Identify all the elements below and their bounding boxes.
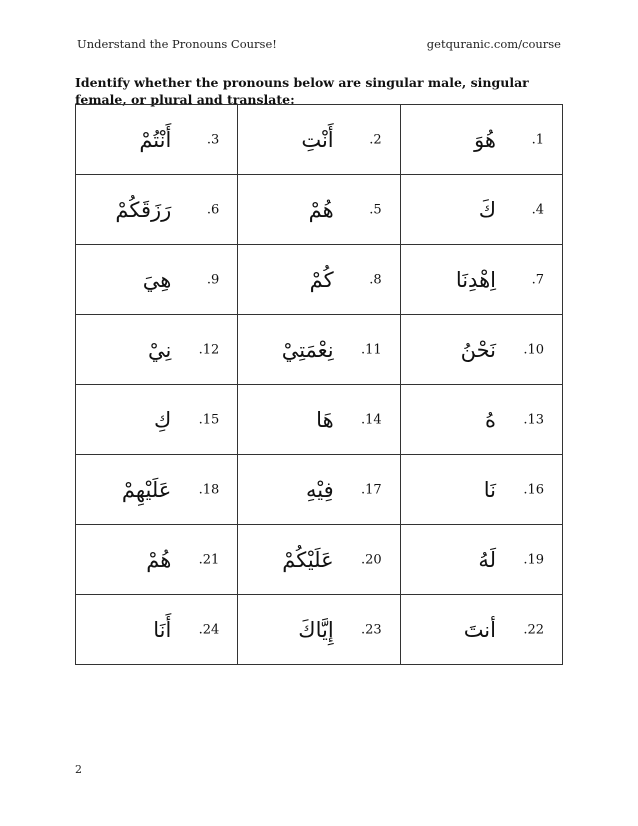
item-number: 15.: [198, 412, 220, 427]
arabic-pronoun: هُوَ: [474, 127, 496, 152]
item-number: 24.: [198, 622, 220, 637]
exercise-cell: [238, 385, 400, 455]
item-number: 4.: [531, 202, 544, 217]
table-row: [76, 245, 563, 315]
course-url: getquranic.com/course: [426, 37, 561, 51]
table-row: [76, 315, 563, 385]
exercise-cell: [238, 175, 400, 245]
exercise-cell: [238, 455, 400, 525]
arabic-pronoun: نَا: [483, 477, 496, 502]
arabic-pronoun: كَ: [478, 197, 496, 222]
item-number: 17.: [360, 482, 382, 497]
exercise-cell: [76, 105, 238, 175]
exercise-cell: [76, 245, 238, 315]
exercise-cell: [400, 105, 562, 175]
page-number: 2: [75, 763, 82, 776]
table-row: [76, 105, 563, 175]
arabic-pronoun: إِيَّاكَ: [298, 617, 334, 642]
arabic-pronoun: كُمْ: [309, 267, 334, 292]
item-number: 14.: [360, 412, 382, 427]
item-number: 21.: [198, 552, 220, 567]
item-number: 23.: [360, 622, 382, 637]
table-row: [76, 525, 563, 595]
arabic-pronoun: كِ: [154, 407, 172, 432]
exercise-cell: [400, 315, 562, 385]
table-row: [76, 175, 563, 245]
arabic-pronoun: نَحْنُ: [460, 337, 496, 362]
item-number: 6.: [206, 202, 220, 217]
exercise-cell: [400, 525, 562, 595]
item-number: 1.: [531, 132, 544, 147]
item-number: 7.: [531, 272, 544, 287]
table-row: [76, 385, 563, 455]
arabic-pronoun: أَنْتِ: [301, 127, 334, 152]
table-row: [76, 595, 563, 665]
exercise-cell: [238, 105, 400, 175]
arabic-pronoun: فِيْهِ: [306, 477, 334, 502]
exercise-cell: [400, 175, 562, 245]
arabic-pronoun: هِيَ: [142, 267, 172, 292]
arabic-pronoun: هُ: [484, 407, 496, 432]
item-number: 13.: [523, 412, 544, 427]
item-number: 2.: [369, 132, 382, 147]
arabic-pronoun: عَلَيْكُمْ: [282, 547, 334, 572]
exercise-cell: [238, 595, 400, 665]
exercise-cell: [238, 245, 400, 315]
arabic-pronoun: رَزَقَكُمْ: [115, 197, 172, 222]
arabic-pronoun: اِهْدِنَا: [455, 267, 496, 292]
page-header: [77, 37, 561, 55]
course-title: Understand the Pronouns Course!: [77, 37, 277, 51]
item-number: 18.: [198, 482, 220, 497]
table-row: [76, 455, 563, 525]
arabic-pronoun: نِعْمَتِيْ: [281, 337, 334, 362]
item-number: 9.: [206, 272, 220, 287]
arabic-pronoun: أَنْتُمْ: [139, 127, 172, 152]
item-number: 12.: [198, 342, 220, 357]
pronoun-exercise-table: [75, 104, 563, 665]
item-number: 16.: [523, 482, 544, 497]
exercise-cell: [238, 525, 400, 595]
item-number: 20.: [360, 552, 382, 567]
arabic-pronoun: لَهُ: [478, 547, 496, 572]
item-number: 10.: [523, 342, 544, 357]
arabic-pronoun: نِيْ: [147, 337, 172, 362]
item-number: 19.: [523, 552, 544, 567]
exercise-cell: [238, 315, 400, 385]
arabic-pronoun: هُمْ: [146, 547, 172, 572]
exercise-instructions: Identify whether the pronouns below are singular male, singular female, or plural and translate:: [75, 75, 529, 107]
item-number: 11.: [360, 342, 382, 357]
item-number: 5.: [369, 202, 382, 217]
exercise-cell: [400, 245, 562, 315]
item-number: 8.: [369, 272, 382, 287]
exercise-cell: [400, 455, 562, 525]
exercise-cell: [400, 595, 562, 665]
exercise-cell: [400, 385, 562, 455]
exercise-cell: [76, 315, 238, 385]
item-number: 22.: [523, 622, 544, 637]
arabic-pronoun: أَنَا: [153, 617, 172, 642]
item-number: 3.: [206, 132, 220, 147]
arabic-pronoun: أنتَ: [463, 617, 496, 642]
exercise-cell: [76, 595, 238, 665]
arabic-pronoun: هُمْ: [308, 197, 334, 222]
exercise-cell: [76, 385, 238, 455]
exercise-cell: [76, 525, 238, 595]
arabic-pronoun: هَا: [316, 407, 334, 432]
exercise-cell: [76, 455, 238, 525]
arabic-pronoun: عَلَيْهِمْ: [121, 477, 172, 502]
exercise-cell: [76, 175, 238, 245]
